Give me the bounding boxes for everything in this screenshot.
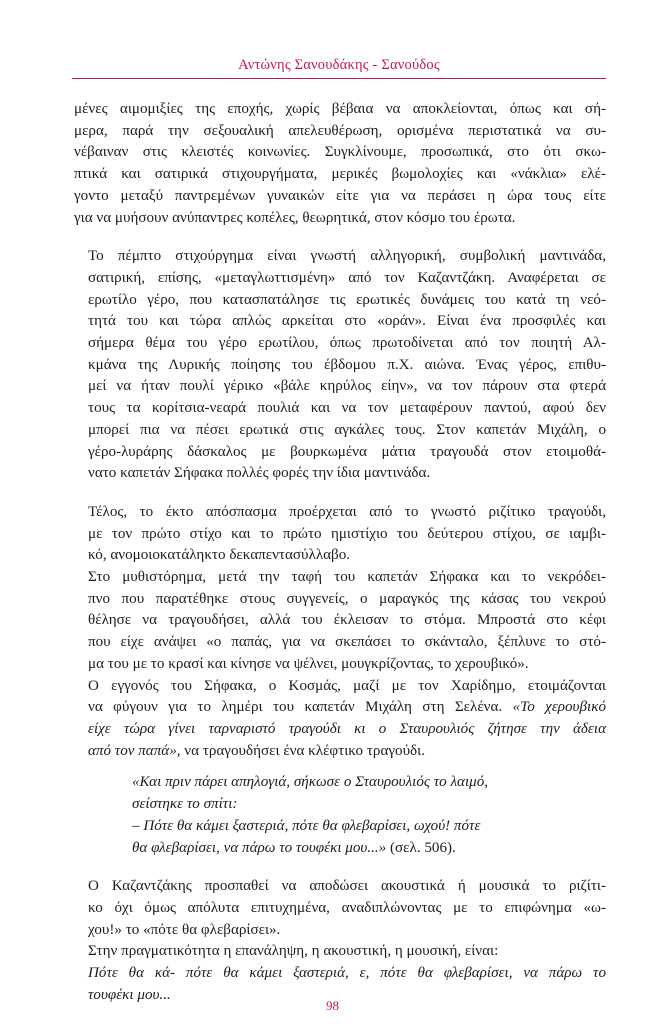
text-line: σήμερα θέμα του γέρο ερωτίλου, όπως πρωτοδίνεται από τον ποιητή Αλ- (88, 335, 606, 352)
text-line: ερωτίλο γέρο, που κατασπατάλησε τις ερωτικές δυνάμεις του κατά τη νεό- (88, 291, 606, 308)
text-run: , να τραγουδήσει ένα κλέφτικο τραγούδι. (176, 742, 425, 759)
paragraph-3 (74, 502, 606, 567)
text-line: Στο μυθιστόρημα, μετά την ταφή του καπετάν Σήφακα και το νεκρόδει- (88, 569, 606, 586)
paragraph-5 (74, 676, 606, 763)
text-line: σατιρική, επίσης, «μεταγλωττισμένη» από τον Καζαντζάκη. Αναφέρεται σε (88, 269, 606, 286)
text-line: χου!» το «πότε θα φλεβαρίσει». (88, 921, 281, 938)
text-line: πνο που παρατέθηκε στους συγγενείς, ο μαραγκός της κάσας του νεκρού (88, 590, 606, 607)
header-rule (72, 78, 606, 79)
text-line: κο όχι όμως απόλυτα επιτυχημένα, αναδιπλώνοντας με το επιφώνημα «ω- (88, 899, 606, 916)
text-line: τους τα κορίτσια-νεαρά πουλιά και να τον μεταφέρουν παντού, αφού δεν (88, 400, 606, 417)
text-line: κμάνα της Λυρικής ποίησης του έβδομου π.Χ. αιώνα. Ένας γέρος, επιθυ- (88, 356, 606, 373)
text-line: γέρο-λυράρης δάσκαλος με βουρκωμένα μάτια τραγουδά στον ετοιμοθά- (88, 443, 606, 460)
quote-line: σείστηκε το σπίτι: (132, 796, 238, 813)
paragraph-gap (74, 859, 606, 876)
text-line: Στην πραγματικότητα η επανάληψη, η ακουστική, η μουσική, είναι: (88, 943, 499, 960)
text-line: Τέλος, το έκτο απόσπασμα προέρχεται από το γνωστό ριζίτικο τραγούδι, (88, 503, 606, 520)
text-line: Ο Καζαντζάκης προσπαθεί να αποδώσει ακουστικά ή μουσικά το ριζίτι- (88, 878, 606, 895)
page-number: 98 (326, 998, 339, 1013)
italic-quote: από τον παπά» (88, 742, 177, 759)
text-line: που είχε ανάψει «ο παπάς, για να σκεπάσει το σκάνταλο, ξέπλυνε το στό- (88, 634, 606, 651)
text-line (74, 741, 606, 763)
body-text (74, 99, 606, 1006)
paragraph-gap (74, 762, 606, 772)
paragraph-2 (74, 246, 606, 485)
text-line (74, 697, 606, 719)
text-line: νατο καπετάν Σήφακα πολλές φορές την ίδια μαντινάδα. (88, 465, 431, 482)
text-line: με τον πρώτο στίχο και το πρώτο ημιστίχιο του δεύτερου στίχου, σε ιαμβι- (88, 525, 606, 542)
paragraph-4 (74, 567, 606, 676)
text-line: Ο εγγονός του Σήφακα, ο Κοσμάς, μαζί με τον Χαρίδημο, ετοιμάζονται (88, 677, 606, 694)
text-line: μα του με το κρασί και κίνησε να ψέλνει, μουγκρίζοντας, το χερουβικό». (88, 655, 529, 672)
text-line: μεί να ήταν πουλί γέρικο «βάλε κηρύλος είην», να τον πάρουν στα φτερά (88, 378, 606, 395)
text-line: κό, ανομοιοκατάληκτο δεκαπεντασύλλαβο. (88, 547, 351, 564)
italic-quote: «Το χερουβικό (512, 699, 606, 716)
quote-line (132, 838, 606, 860)
text-run: να φύγουν για το λημέρι του καπετάν Μιχάλη στη Σελένα. (88, 699, 513, 716)
quote-line: «Και πριν πάρει απηλογιά, σήκωσε ο Σταυρουλιός το λαιμό, (132, 774, 489, 791)
paragraph-7 (74, 941, 606, 1006)
paragraph-1 (74, 99, 606, 229)
text-line: μπορεί πια να πέσει ερωτικά στις αγκάλες τους. Στον καπετάν Μιχάλη, ο (88, 421, 606, 438)
text-line: θέλησε να τραγουδήσει, αλλά του έκλεισαν το στόμα. Μπροστά στο κέφι (88, 612, 606, 629)
italic-quote: είχε τώρα γίνει ταρναριστό τραγούδι κι ο Σταυρουλιός ζήτησε την άδεια (88, 720, 606, 737)
citation: (σελ. 506). (386, 839, 456, 856)
text-line: Το πέμπτο στιχούργημα είναι γνωστή αλληγορική, συμβολική μαντινάδα, (88, 248, 606, 265)
text-line: νέβαιναν στις κλειστές κοινωνίες. Συγκλίνουμε, προσωπικά, στο ότι σκω- (74, 144, 606, 161)
text-line: μένες αιμομιξίες της εποχής, χωρίς βέβαια να αποκλείονται, όπως και σή- (74, 101, 606, 117)
text-line: τητά του και τώρα απλώς αρκείται στο «οράν». Είναι ένα προσφιλές και (88, 313, 606, 330)
italic-quote: τουφέκι μου... (88, 986, 171, 1003)
block-quote (74, 772, 606, 859)
paragraph-6 (74, 876, 606, 941)
italic-quote: Πότε θα κά- πότε θα κάμει ξαστεριά, ε, πότε θα φλεβαρίσει, να πάρω το (88, 965, 606, 982)
quote-line: – Πότε θα κάμει ξαστεριά, πότε θα φλεβαρίσει, ωχού! πότε (132, 817, 481, 834)
text-line: μερα, παρά την σεξουαλική απελευθέρωση, ορισμένα περιστατικά να συ- (74, 122, 606, 139)
italic-quote: θα φλεβαρίσει, να πάρω το τουφέκι μου...» (132, 839, 387, 856)
paragraph-gap (74, 229, 606, 246)
text-line: για να μυήσουν ανύπαντρες κοπέλες, θεωρητικά, στον κόσμο του έρωτα. (74, 209, 516, 226)
paragraph-gap (74, 485, 606, 502)
text-line: πτικά και σατιρικά στιχουργήματα, μερικές βωμολοχίες και «νάκλια» ελέ- (74, 166, 606, 183)
text-line: γοντο μεταξύ παντρεμένων γυναικών είτε για να περάσει η ώρα τους είτε (74, 187, 606, 204)
running-header: Αντώνης Σανουδάκης - Σανούδος (238, 57, 440, 73)
